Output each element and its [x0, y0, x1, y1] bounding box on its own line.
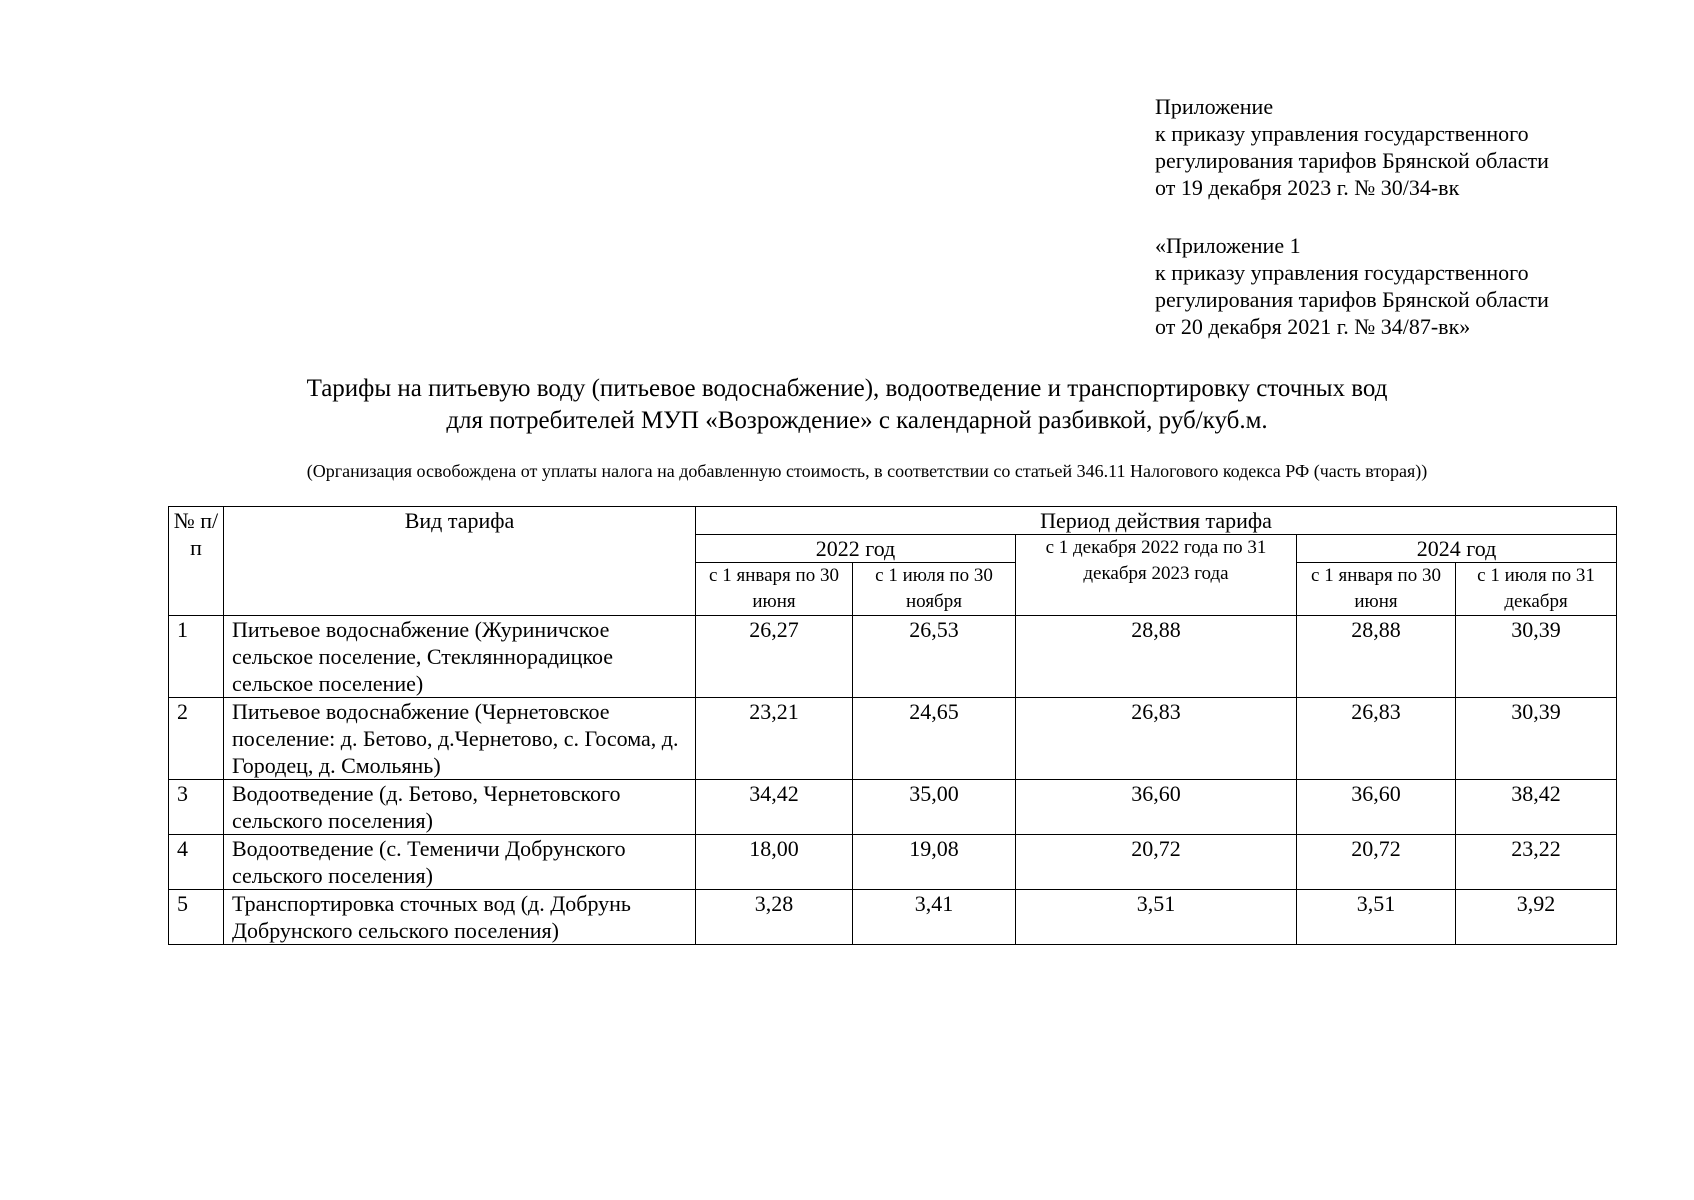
header-num: № п/п: [169, 507, 224, 616]
row-value: 18,00: [696, 835, 853, 890]
title-line-1: Тарифы на питьевую воду (питьевое водоснабжение), водоотведение и транспортировку сточных вод: [306, 375, 1388, 402]
header-year-2024: 2024 год: [1297, 535, 1617, 563]
row-value: 30,39: [1456, 698, 1617, 780]
header-line: к приказу управления государственного: [1155, 260, 1529, 285]
row-value: 38,42: [1456, 780, 1617, 835]
row-value: 24,65: [853, 698, 1016, 780]
row-value: 23,22: [1456, 835, 1617, 890]
row-value: 26,53: [853, 616, 1016, 698]
row-value: 3,41: [853, 890, 1016, 945]
row-value: 35,00: [853, 780, 1016, 835]
row-num: 1: [169, 616, 224, 698]
row-value: 36,60: [1016, 780, 1297, 835]
header-jul-dec-2024: с 1 июля по 31 декабря: [1456, 563, 1617, 616]
table-row: [169, 780, 1617, 835]
table-row: [169, 835, 1617, 890]
document-title: [0, 373, 1694, 437]
row-value: 34,42: [696, 780, 853, 835]
row-value: 20,72: [1016, 835, 1297, 890]
header-line: регулирования тарифов Брянской области: [1155, 287, 1549, 312]
row-value: 26,83: [1297, 698, 1456, 780]
row-value: 28,88: [1016, 616, 1297, 698]
header-dec2022-dec2023: с 1 декабря 2022 года по 31 декабря 2023 года: [1016, 535, 1297, 616]
table-row: [169, 698, 1617, 780]
header-line: к приказу управления государственного: [1155, 121, 1529, 146]
row-tariff-name: Питьевое водоснабжение (Чернетовское поселение: д. Бетово, д.Чернетово, с. Госома, д. Городец, д. Смольянь): [224, 698, 696, 780]
title-line-2: для потребителей МУП «Возрождение» с календарной разбивкой, руб/куб.м.: [446, 407, 1268, 434]
header-line: Приложение: [1155, 94, 1274, 119]
row-value: 20,72: [1297, 835, 1456, 890]
table-row: [169, 890, 1617, 945]
table-row: [169, 616, 1617, 698]
row-tariff-name: Водоотведение (с. Теменичи Добрунского сельского поселения): [224, 835, 696, 890]
row-value: 28,88: [1297, 616, 1456, 698]
header-period: Период действия тарифа: [696, 507, 1617, 535]
row-value: 19,08: [853, 835, 1016, 890]
row-value: 3,92: [1456, 890, 1617, 945]
tariffs-table: [168, 506, 1617, 945]
header-line: от 20 декабря 2021 г. № 34/87-вк»: [1155, 314, 1471, 339]
header-line: от 19 декабря 2023 г. № 30/34-вк: [1155, 175, 1460, 200]
row-value: 26,83: [1016, 698, 1297, 780]
row-value: 3,28: [696, 890, 853, 945]
vat-note: (Организация освобождена от уплаты налога на добавленную стоимость, в соответствии со статьей 346.11 Налогового кодекса РФ (часть вторая)): [306, 461, 1428, 481]
row-value: 3,51: [1016, 890, 1297, 945]
row-num: 5: [169, 890, 224, 945]
header-jan-jun-2022: с 1 января по 30 июня: [696, 563, 853, 616]
appendix-header: [1155, 93, 1675, 201]
header-year-2022: 2022 год: [696, 535, 1016, 563]
row-value: 36,60: [1297, 780, 1456, 835]
row-tariff-name: Водоотведение (д. Бетово, Чернетовского сельского поселения): [224, 780, 696, 835]
row-value: 30,39: [1456, 616, 1617, 698]
row-num: 4: [169, 835, 224, 890]
header-jul-nov-2022: с 1 июля по 30 ноября: [853, 563, 1016, 616]
row-num: 3: [169, 780, 224, 835]
row-value: 23,21: [696, 698, 853, 780]
row-num: 2: [169, 698, 224, 780]
row-tariff-name: Транспортировка сточных вод (д. Добрунь Добрунского сельского поселения): [224, 890, 696, 945]
appendix-1-header: [1155, 232, 1675, 340]
row-value: 3,51: [1297, 890, 1456, 945]
header-line: регулирования тарифов Брянской области: [1155, 148, 1549, 173]
header-line: «Приложение 1: [1155, 233, 1301, 258]
row-value: 26,27: [696, 616, 853, 698]
header-tariff-type: Вид тарифа: [224, 507, 696, 616]
header-jan-jun-2024: с 1 января по 30 июня: [1297, 563, 1456, 616]
row-tariff-name: Питьевое водоснабжение (Журиничское сельское поселение, Стекляннорадицкое сельское поселение): [224, 616, 696, 698]
